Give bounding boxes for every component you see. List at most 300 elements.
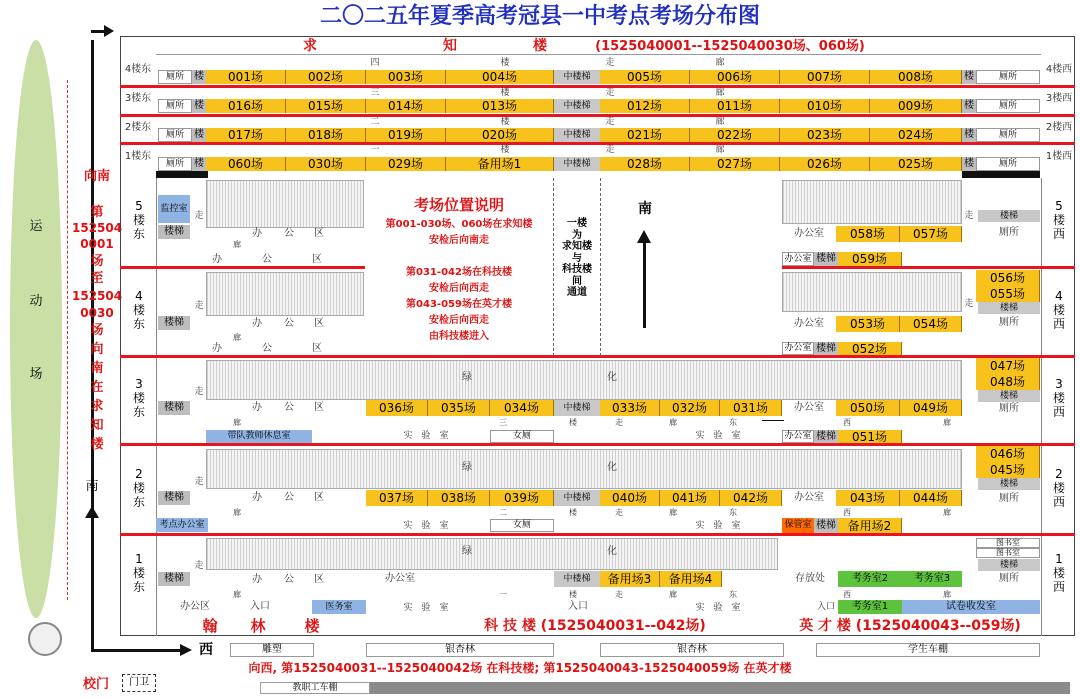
yc-f1-toilet: 厕所 <box>999 573 1019 584</box>
yc-f5-toilet: 厕所 <box>999 227 1019 238</box>
left-note-c2: 0001 <box>80 237 114 251</box>
kj-f3-lab3: 室 <box>439 430 449 441</box>
notes-line-6: 安检后向西走 <box>429 315 489 326</box>
qz-f1-stair-e: 楼 <box>194 158 204 169</box>
hl-f4-corr: 廊 <box>233 333 241 342</box>
exam-room2: 考务室2 <box>838 571 902 587</box>
qz-f2-west: 2楼西 <box>1045 122 1073 133</box>
qz-f4-hall-4: 廊 <box>715 57 725 68</box>
mid-red-f3 <box>120 443 1075 446</box>
kj-f1-h-lou: 楼 <box>569 590 577 599</box>
kj-f1-stairs-e: 楼梯 <box>158 572 190 586</box>
left-south-label: 南 <box>85 479 99 494</box>
kj-f3-off2: 公 <box>284 402 294 413</box>
yc-room-057: 057场 <box>900 226 962 242</box>
kj-room-036: 036场 <box>366 400 428 416</box>
center-arrow-line <box>643 240 646 328</box>
kj-room-spare3: 备用场3 <box>600 571 660 587</box>
kj-f2-off2: 公 <box>284 492 294 503</box>
qz-room-024: 024场 <box>870 128 962 142</box>
kj-f1-green2: 化 <box>607 546 617 557</box>
left-floor-2-n: 2 <box>135 467 143 481</box>
qz-room-016: 016场 <box>206 99 286 113</box>
notes-line-2: 安检后向南走 <box>429 235 489 246</box>
kj-f2-west: 西 <box>843 508 851 517</box>
entrance-2: 入口 <box>568 601 588 612</box>
left-floor-1 <box>124 553 154 594</box>
kj-f2-lab2: 验 <box>421 520 431 531</box>
kj-room-034: 034场 <box>490 400 554 416</box>
kj-f3-h-lou: 楼 <box>569 418 577 427</box>
kj-f3-green2: 化 <box>607 372 617 383</box>
right-floor-1-d: 西 <box>1052 579 1065 594</box>
school-logo <box>28 622 62 656</box>
qz-f1-hall-1: 一 <box>370 144 380 155</box>
sports-char-2: 动 <box>29 294 43 309</box>
right-floor-3-l: 楼 <box>1052 390 1065 405</box>
left-floor-5-n: 5 <box>135 199 143 213</box>
left-floor-4-n: 4 <box>135 289 143 303</box>
left-note-c3: 场 <box>90 254 104 269</box>
qz-room-005: 005场 <box>600 70 690 84</box>
hl-f4-off5: 公 <box>262 343 272 354</box>
yc-room-045: 045场 <box>976 462 1040 478</box>
kj-f2-h-lang: 廊 <box>669 508 677 517</box>
left-note-c6: 0030 <box>80 306 114 320</box>
right-divider <box>1041 178 1042 636</box>
kj-f2-lab1: 实 <box>403 520 413 531</box>
road-gray <box>370 682 1070 694</box>
qz-room-030: 030场 <box>286 157 366 171</box>
qz-f4-mid-stair: 中楼梯 <box>554 70 600 84</box>
kj-f2-lab4: 实 <box>695 520 705 531</box>
right-floor-4-n: 4 <box>1055 289 1063 303</box>
qz-f3-redline <box>120 114 1075 117</box>
route-line-top <box>91 30 105 33</box>
qz-f2-hall-1: 二 <box>370 116 380 127</box>
kj-f3-off1: 办 <box>252 402 262 413</box>
kj-room-039: 039场 <box>490 490 554 506</box>
qz-room-004: 004场 <box>446 70 554 84</box>
qz-room-010: 010场 <box>780 99 870 113</box>
qz-f4-hall-3: 走 <box>605 57 615 68</box>
qz-room-026: 026场 <box>780 157 870 171</box>
qz-f2-redline <box>120 142 1075 145</box>
passage-5: 科技楼 <box>562 264 592 275</box>
kj-room-035: 035场 <box>428 400 490 416</box>
kj-f2-h2: 二 <box>499 508 507 517</box>
left-note-c0: 第 <box>90 205 104 220</box>
left-note-c11: 求 <box>90 399 104 414</box>
qz-f3-east: 3楼东 <box>124 93 152 104</box>
qz-room-012: 012场 <box>600 99 690 113</box>
qz-room-013: 013场 <box>446 99 554 113</box>
qz-f2-mid-stair: 中楼梯 <box>554 128 600 142</box>
qz-f2-east: 2楼东 <box>124 122 152 133</box>
center-south: 南 <box>638 201 652 217</box>
yc-room-spare2: 备用场2 <box>838 518 902 533</box>
yc-room-050: 050场 <box>836 400 900 416</box>
notes-line-7: 由科技楼进入 <box>429 331 489 342</box>
yc-room-053: 053场 <box>836 316 900 332</box>
sports-field <box>10 40 62 618</box>
left-floor-3-n: 3 <box>135 377 143 391</box>
kj-room-042: 042场 <box>720 490 782 506</box>
left-floor-4-l: 楼 <box>132 302 145 317</box>
yc-f3-toilet: 厕所 <box>999 403 1019 414</box>
left-floor-5 <box>124 200 154 241</box>
qz-room-028: 028场 <box>600 157 690 171</box>
right-floor-4-d: 西 <box>1052 316 1065 331</box>
hl-f5-walk: 走 <box>194 210 204 221</box>
left-floor-4 <box>124 290 154 331</box>
med-room: 医务室 <box>312 600 366 614</box>
left-divider <box>156 178 157 636</box>
paper-room: 试卷收发室 <box>902 600 1040 614</box>
left-note-c4: 至 <box>90 271 104 286</box>
yc-room-055: 055场 <box>976 286 1040 302</box>
right-floor-1 <box>1044 553 1074 594</box>
right-floor-5-d: 西 <box>1052 226 1065 241</box>
right-floor-5-n: 5 <box>1055 199 1063 213</box>
kj-f1-mid: 中楼梯 <box>554 571 600 587</box>
kj-f3-corr-w: 廊 <box>943 418 951 427</box>
qz-room-060: 060场 <box>206 157 286 171</box>
left-note-head: 向南 <box>83 169 110 184</box>
kj-f3-lab2: 验 <box>421 430 431 441</box>
kj-f1-office: 办公室 <box>385 573 415 584</box>
kj-f1-lab4: 实 <box>695 602 705 613</box>
kj-f1-h-zou: 走 <box>615 590 623 599</box>
kj-f2-lab3: 室 <box>439 520 449 531</box>
kj-f1-lab2: 验 <box>421 602 431 613</box>
kj-f1-corr-w: 廊 <box>943 590 951 599</box>
yc-f3-stairs2: 楼梯 <box>816 430 836 442</box>
yc-f5-stairs2: 楼梯 <box>816 253 836 264</box>
passage-6: 间 <box>572 275 582 287</box>
right-floor-1-n: 1 <box>1055 552 1063 566</box>
yc-f5-office: 办公室 <box>794 228 824 239</box>
qz-f1-mid-stair: 中楼梯 <box>554 157 600 171</box>
hl-f4-off4: 办 <box>212 343 222 354</box>
yc-room-056: 056场 <box>976 270 1040 286</box>
staff-bike: 教职工车棚 <box>260 682 370 694</box>
passage-2: 为 <box>572 229 582 241</box>
yc-room-044: 044场 <box>900 490 962 506</box>
keji-name: 科 技 楼 (1525040031--042场) <box>484 618 706 634</box>
qz-room-003: 003场 <box>366 70 446 84</box>
hl-f5-off1: 办 <box>252 228 262 239</box>
qz-f3-stair-e: 楼 <box>194 100 204 111</box>
diaosu: 雕塑 <box>230 643 314 657</box>
passage-1: 一楼 <box>567 218 587 229</box>
yc-room-048: 048场 <box>976 374 1040 390</box>
hl-f5-off4: 办 <box>212 254 222 265</box>
west-label: 西 <box>199 642 213 658</box>
left-note-c5: 152504 <box>72 289 123 303</box>
qz-f1-hall-4: 廊 <box>715 144 725 155</box>
hl-f4-off6: 区 <box>312 343 322 354</box>
yc-f3-office: 办公室 <box>794 402 824 413</box>
kj-f3-east: 东 <box>729 418 737 427</box>
qiuzhi-char-2: 知 <box>443 38 457 54</box>
yc-room-054: 054场 <box>900 316 962 332</box>
qz-f4-west: 4楼西 <box>1045 64 1073 75</box>
qz-f4-hall-2: 楼 <box>500 57 510 68</box>
right-floor-2 <box>1044 468 1074 509</box>
qiuzhi-char-1: 求 <box>303 38 317 54</box>
passage-4: 与 <box>572 252 582 264</box>
kj-f3-h3: 三 <box>499 418 507 427</box>
kj-f2-corr-e: 廊 <box>233 508 241 517</box>
yc-storage: 存放处 <box>795 573 825 584</box>
center-arrow-icon <box>637 230 651 243</box>
qz-room-006: 006场 <box>690 70 780 84</box>
route-arrow-east-icon <box>180 644 192 656</box>
qz-room-002: 002场 <box>286 70 366 84</box>
qz-room-007: 007场 <box>780 70 870 84</box>
kj-f1-h1: 一 <box>499 590 507 599</box>
route-arrow-top-icon <box>104 25 114 37</box>
kj-f3-h-lang: 廊 <box>669 418 677 427</box>
qz-f3-west: 3楼西 <box>1045 93 1073 104</box>
qz-f4-redline <box>120 85 1075 88</box>
kj-f3-lab1: 实 <box>403 430 413 441</box>
kj-f2-women: 女厕 <box>490 519 554 532</box>
notes-line-4: 安检后向西走 <box>429 283 489 294</box>
mid-red-f2 <box>120 533 1075 536</box>
office-area: 办公区 <box>180 601 210 612</box>
kj-f1-walk: 走 <box>194 560 204 571</box>
qz-room-015: 015场 <box>286 99 366 113</box>
kj-room-040: 040场 <box>600 490 660 506</box>
kj-f3-lab6: 室 <box>731 430 741 441</box>
left-floor-1-n: 1 <box>135 552 143 566</box>
qz-f2-stair-e: 楼 <box>194 129 204 140</box>
hl-f5-corr: 廊 <box>233 240 241 249</box>
yc-f4-walk: 走 <box>964 298 974 309</box>
qz-f3-hall-3: 走 <box>605 87 615 98</box>
kj-f1-west: 西 <box>843 590 851 599</box>
qz-f4-toilet-e: 厕所 <box>158 70 192 84</box>
kj-f2-green2: 化 <box>607 462 617 473</box>
left-note-c10: 在 <box>90 380 104 395</box>
entrance-1: 入口 <box>250 601 270 612</box>
left-south-arrow-icon <box>85 506 99 518</box>
notes-line-5: 第043-059场在英才楼 <box>406 299 512 310</box>
yc-f5-hatch <box>782 180 962 224</box>
exam-room3: 考务室3 <box>902 571 962 587</box>
yc-f3-off2: 办公室 <box>782 430 814 443</box>
qz-f3-hall-2: 楼 <box>500 87 510 98</box>
qz-room-019: 019场 <box>366 128 446 142</box>
notes-heading: 考场位置说明 <box>413 195 504 214</box>
left-note-c13: 楼 <box>90 437 104 452</box>
left-floor-2 <box>124 468 154 509</box>
route-line-bottom <box>91 649 181 652</box>
qz-f4-east: 4楼东 <box>124 64 152 75</box>
kj-f3-corr-e: 廊 <box>233 418 241 427</box>
kj-f3-lab5: 验 <box>713 430 723 441</box>
kj-f2-mid: 中楼梯 <box>554 490 600 506</box>
guard-box: 门卫 <box>122 674 156 692</box>
qz-room-017: 017场 <box>206 128 286 142</box>
left-note-c7: 场 <box>90 323 104 338</box>
qz-room-018: 018场 <box>286 128 366 142</box>
hl-f5-stairs: 楼梯 <box>158 225 190 239</box>
kj-f2-h-zou: 走 <box>615 508 623 517</box>
hl-f5-off3: 区 <box>314 228 324 239</box>
bottom-note: 向西, 第1525040031--1525040042场 在科技楼; 第1525040043-1525040059场 在英才楼 <box>248 661 792 675</box>
qz-f1-toilet-e: 厕所 <box>158 157 192 171</box>
qz-f1-west: 1楼西 <box>1045 151 1073 162</box>
qz-room-001: 001场 <box>206 70 286 84</box>
qz-room-021: 021场 <box>600 128 690 142</box>
yinxing-2: 银杏林 <box>600 643 784 657</box>
yc-f2-stairs2: 楼梯 <box>814 518 838 533</box>
kj-f1-lab1: 实 <box>403 602 413 613</box>
exam-room1: 考务室1 <box>838 600 902 614</box>
right-floor-5-l: 楼 <box>1052 212 1065 227</box>
mid-red-f5 <box>120 266 365 269</box>
qz-black-bar-w <box>962 171 1040 178</box>
yc-room-059: 059场 <box>838 252 902 266</box>
kj-f2-lab6: 室 <box>731 520 741 531</box>
kj-room-031: 031场 <box>720 400 782 416</box>
hanlin-c3: 楼 <box>304 616 320 635</box>
kj-f3-hatch <box>206 360 962 400</box>
kj-f2-walk: 走 <box>194 476 204 487</box>
left-floor-1-d: 东 <box>132 579 145 594</box>
qz-f4-hall-1: 四 <box>370 57 380 68</box>
hl-f4-hatch <box>206 272 364 316</box>
right-floor-3 <box>1044 378 1074 419</box>
yc-room-043: 043场 <box>836 490 900 506</box>
kj-f3-h-zou: 走 <box>615 418 623 427</box>
left-floor-3 <box>124 378 154 419</box>
hl-f4-off1: 办 <box>252 318 262 329</box>
left-floor-3-l: 楼 <box>132 390 145 405</box>
exam-office: 考点办公室 <box>156 518 208 532</box>
hanlin-c1: 翰 <box>202 616 218 635</box>
qz-room-014: 014场 <box>366 99 446 113</box>
left-south-arrow-line <box>91 515 94 605</box>
right-floor-4 <box>1044 290 1074 331</box>
right-floor-3-d: 西 <box>1052 404 1065 419</box>
qz-f1-east: 1楼东 <box>124 151 152 162</box>
kj-f2-h-lou: 楼 <box>569 508 577 517</box>
yc-f4-hatch <box>782 272 962 312</box>
kj-f3-west-arrow-icon <box>762 420 784 421</box>
qz-room-008: 008场 <box>870 70 962 84</box>
hl-f5-hatch <box>206 180 364 228</box>
left-floor-5-l: 楼 <box>132 212 145 227</box>
qz-room-027: 027场 <box>690 157 780 171</box>
yc-room-046: 046场 <box>976 446 1040 462</box>
qz-f3-toilet-w: 厕所 <box>976 99 1040 113</box>
route-dashes <box>67 80 68 600</box>
kj-f2-off1: 办 <box>252 492 262 503</box>
yc-room-052: 052场 <box>838 342 902 355</box>
passage-7: 通道 <box>567 287 587 298</box>
kj-f2-green1: 绿 <box>462 462 472 473</box>
yc-f5-stairs: 楼梯 <box>978 210 1040 222</box>
qz-f2-hall-4: 廊 <box>715 116 725 127</box>
kj-f2-lab5: 验 <box>713 520 723 531</box>
hl-f4-off3: 区 <box>314 318 324 329</box>
qz-f3-hall-1: 三 <box>370 87 380 98</box>
qz-f1-toilet-w: 厕所 <box>976 157 1040 171</box>
kj-room-038: 038场 <box>428 490 490 506</box>
hl-f4-off2: 公 <box>284 318 294 329</box>
kj-f1-lab6: 室 <box>731 602 741 613</box>
qz-room-029: 029场 <box>366 157 446 171</box>
hl-f5-off5: 公 <box>262 254 272 265</box>
kj-f2-stairs-e: 楼梯 <box>158 491 190 505</box>
yc-f4-off2: 办公室 <box>782 342 814 355</box>
kj-f3-west: 西 <box>843 418 851 427</box>
qz-f1-stair-w: 楼 <box>964 158 974 169</box>
kj-room-spare4: 备用场4 <box>660 571 722 587</box>
kj-f3-lab4: 实 <box>695 430 705 441</box>
left-note-c8: 向 <box>90 342 104 357</box>
yc-f4-toilet: 厕所 <box>999 317 1019 328</box>
kj-f3-off3: 区 <box>314 402 324 413</box>
hl-f4-stairs: 楼梯 <box>158 316 190 330</box>
qz-f2-toilet-w: 厕所 <box>976 128 1040 142</box>
gate-label: 校门 <box>82 676 109 692</box>
teacher-rest: 带队教师休息室 <box>206 430 312 443</box>
kj-f2-corr-w: 廊 <box>943 508 951 517</box>
hanlin-c2: 林 <box>250 616 266 635</box>
kj-f2-off3: 区 <box>314 492 324 503</box>
kj-f2-east: 东 <box>729 508 737 517</box>
kj-room-032: 032场 <box>660 400 720 416</box>
left-floor-3-d: 东 <box>132 404 145 419</box>
qz-f4-stair-e: 楼 <box>194 71 204 82</box>
entrance-3: 入口 <box>816 601 835 612</box>
kj-f1-off3: 区 <box>314 574 324 585</box>
sports-char-3: 场 <box>29 367 43 382</box>
mid-red-f5-right <box>782 266 1075 269</box>
hl-f5-off2: 公 <box>284 228 294 239</box>
yc-f2-toilet: 厕所 <box>999 493 1019 504</box>
kj-f1-lab5: 验 <box>713 602 723 613</box>
left-floor-4-d: 东 <box>132 316 145 331</box>
yc-room-058: 058场 <box>836 226 900 242</box>
right-floor-1-l: 楼 <box>1052 565 1065 580</box>
yc-room-047: 047场 <box>976 358 1040 374</box>
qiuzhi-char-3: 楼 <box>533 38 547 54</box>
qz-room-020: 020场 <box>446 128 554 142</box>
qz-room-011: 011场 <box>690 99 780 113</box>
yc-f5-off2: 办公室 <box>782 252 814 266</box>
kj-f1-east: 东 <box>729 590 737 599</box>
kj-f1-lab3: 室 <box>439 602 449 613</box>
notes-line-3: 第031-042场在科技楼 <box>406 267 512 278</box>
qz-f1-hall-3: 走 <box>605 144 615 155</box>
kj-f1-green1: 绿 <box>462 546 472 557</box>
qz-room-023: 023场 <box>780 128 870 142</box>
kj-room-033: 033场 <box>600 400 660 416</box>
qz-f3-stair-w: 楼 <box>964 100 974 111</box>
yc-f2-stairs: 楼梯 <box>978 478 1040 490</box>
left-note-c12: 知 <box>90 418 104 433</box>
qz-f4-toilet-w: 厕所 <box>976 70 1040 84</box>
right-floor-4-l: 楼 <box>1052 302 1065 317</box>
yc-f4-office: 办公室 <box>794 318 824 329</box>
yc-f2-office: 办公室 <box>794 492 824 503</box>
